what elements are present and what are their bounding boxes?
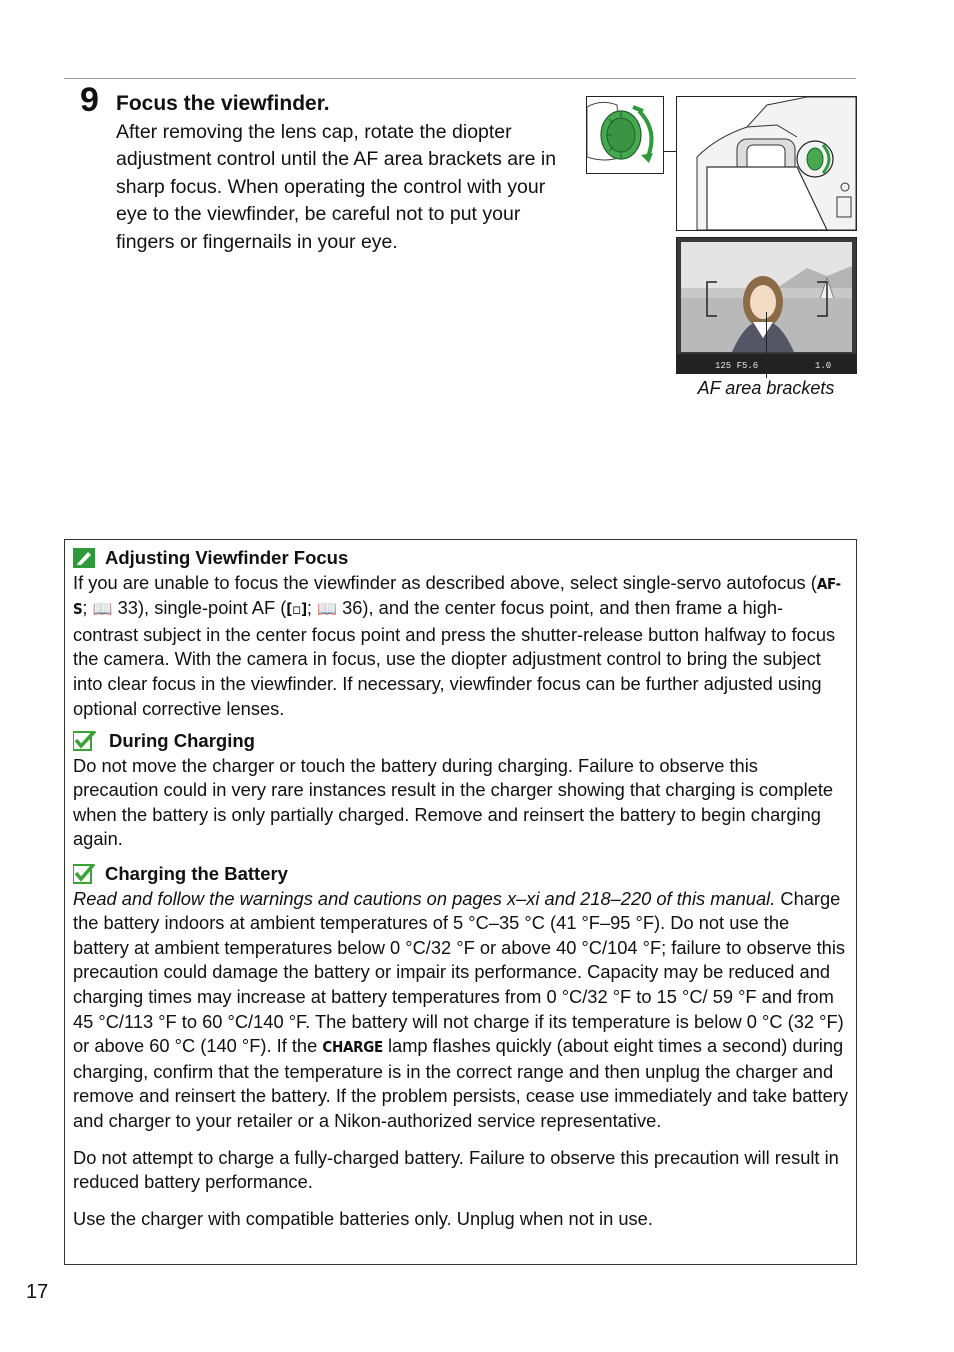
note-paragraph: Use the charger with compatible batteries only. Unplug when not in use. [73, 1207, 653, 1229]
note-body: Do not move the charger or touch the battery during charging. Failure to observe this precaution could in very rare instances result in the charger showing that charging is complete when the battery is only partially charged. Remove and reinsert the battery to begin charging again. [73, 754, 834, 850]
step-body: After removing the lens cap, rotate the diopter adjustment control until the AF area brackets are in sharp focus. When operating the control with your eye to the viewfinder, be careful not to put your fingers or fingernails in your eye. [116, 121, 557, 253]
top-rule [64, 78, 856, 79]
note-title: Adjusting Viewfinder Focus [105, 547, 349, 568]
book-icon: 📖 [317, 601, 337, 619]
checkmark-icon [73, 731, 99, 751]
note-body: If you are unable to focus the viewfinder as described above, select single-servo autofocus (AF-S; 📖 33), single-point AF ([▫]; 📖 36), and the center focus point, and then frame a high-contrast subject in the center focus point and press the shutter-release button halfway to focus the camera. With the camera in focus, use the diopter adjustment control to bring the subject into clear focus in the viewfinder. If necessary, viewfinder focus can be further adjusted using optional corrective lenses. [73, 571, 841, 719]
book-icon: 📖 [92, 601, 113, 619]
note-body: Read and follow the warnings and cautions on pages x–xi and 218–220 of this manual. Charge the battery indoors at ambient temperatures of 5 °C–35 °C (41 °F–95 °F). Do not use the battery at ambient temperatures below 0 °C/32 °F or above 40 °C/104 °F; failure to observe this precaution could damage the battery or impair its performance. Capacity may be reduced and charging times may increase at battery temperatures from 0 °C/32 °F to 15 °C/ 59 °F and from 45 °C/113 °F to 60 °C/140 °F. The battery will not charge if its temperature is below 0 °C (32 °F) or above 60 °C (140 °F). If the CHARGE lamp flashes quickly (about eight times a second) during charging, confirm that the temperature is in the correct range and then unplug the charger and remove and reinsert the battery. If the problem persists, cease use immediately and take battery and charger to your retailer or a Nikon-authorized service representative. [73, 887, 848, 1131]
note-during-charging [73, 729, 848, 852]
step-number: 9 [80, 81, 99, 119]
figure-caption: AF area brackets [697, 378, 835, 398]
viewfinder-readout-right: 1.0 [815, 361, 832, 371]
caption-pointer [766, 312, 767, 378]
note-title: During Charging [109, 730, 255, 751]
step-title: Focus the viewfinder. [116, 92, 330, 115]
note-paragraph: Do not attempt to charge a fully-charged battery. Failure to observe this precaution will result in reduced battery performance. [73, 1146, 839, 1193]
note-charging-battery [73, 862, 848, 1231]
note-title: Charging the Battery [105, 863, 288, 884]
camera-back-illustration [676, 96, 857, 231]
page-ref: 33 [117, 597, 138, 619]
page-number: 17 [26, 1281, 49, 1303]
viewfinder-readout-left: 125 F5.6 [715, 361, 759, 371]
note-viewfinder-focus [73, 546, 848, 721]
diopter-closeup-illustration [586, 96, 664, 174]
checkmark-icon [73, 864, 95, 884]
charge-lamp-label: CHARGE [322, 1038, 383, 1057]
pencil-icon [73, 548, 95, 568]
notes-box [64, 539, 857, 1265]
afs-mode-label: AF-S [73, 574, 841, 619]
page-ref: 36 [342, 597, 363, 619]
single-point-af-icon: [▫] [286, 600, 307, 619]
